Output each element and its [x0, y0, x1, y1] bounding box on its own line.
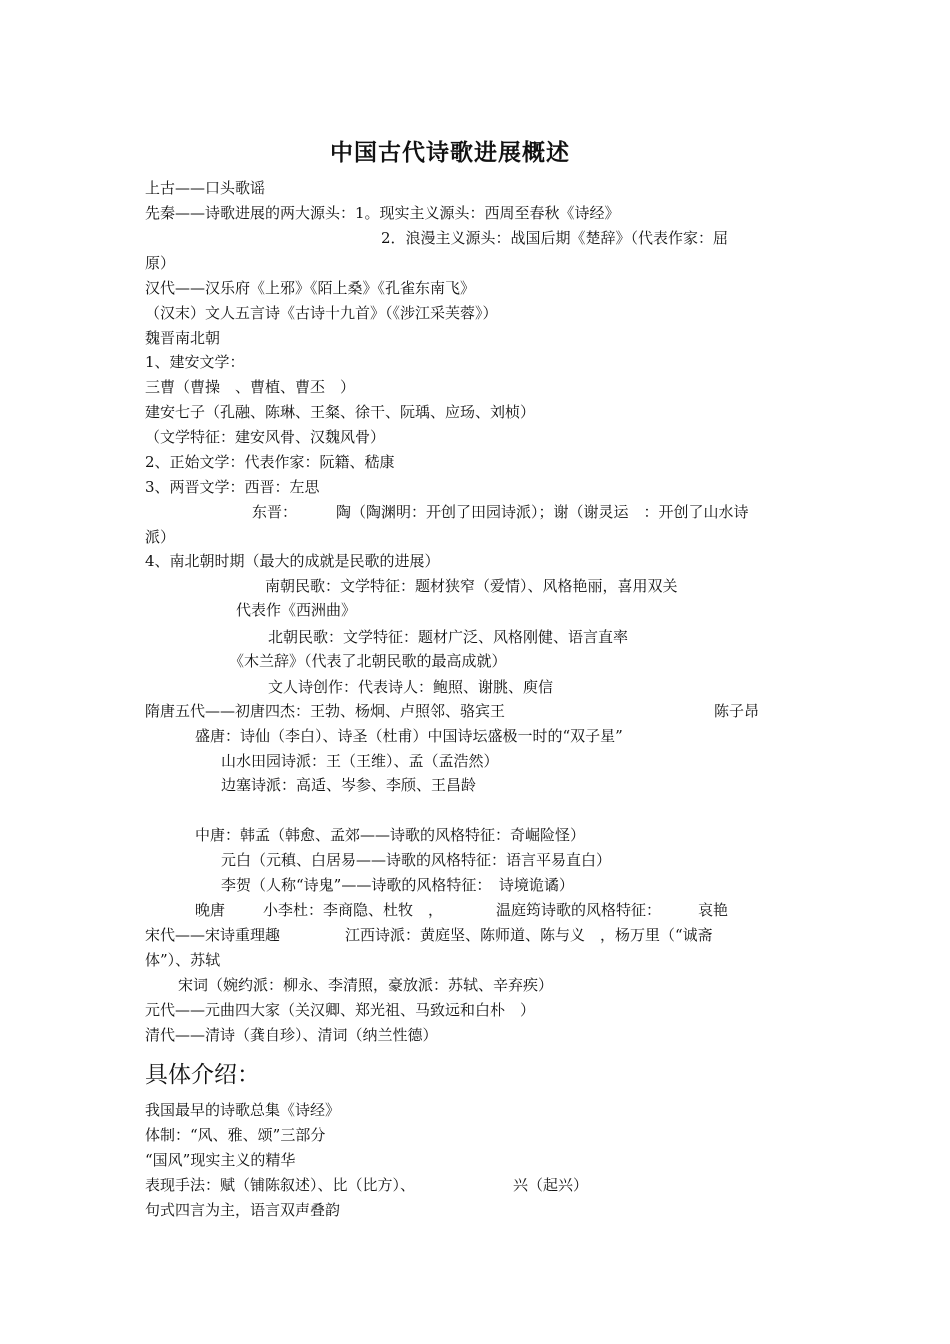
line-hanmo: （汉末）文人五言诗《古诗十九首》（《涉江采芙蓉》） [145, 304, 498, 322]
line-nanbeichao: 4、南北朝时期（最大的成就是民歌的进展） [145, 552, 440, 570]
line-shanshui: 山水田园诗派：王（王维）、孟（孟浩然） [221, 752, 499, 770]
line-shengtang: 盛唐：诗仙（李白）、诗圣（杜甫）中国诗坛盛极一时的“双子星” [195, 727, 623, 745]
line-shanggu: 上古——口头歌谣 [145, 179, 266, 197]
line-sancao: 三曹（曹操 、曹植、曹丕 ） [145, 378, 356, 396]
line-nanchao: 南朝民歌：文学特征：题材狭窄（爱情）、风格艳丽，喜用双关 [265, 577, 678, 595]
line-jianan: 1、建安文学： [145, 353, 245, 371]
line-wentingyun: 温庭筠诗歌的风格特征： [496, 901, 662, 919]
line-xizhou: 代表作《西洲曲》 [236, 601, 357, 619]
line-weijin: 魏晋南北朝 [145, 329, 221, 347]
line-yuanbai: 元白（元稹、白居易——诗歌的风格特征：语言平易直白） [221, 851, 612, 869]
line-wenren: 文人诗创作：代表诗人：鲍照、谢朓、庾信 [268, 678, 554, 696]
line-wantang: 晚唐 [195, 901, 226, 919]
line-yuandai: 元代——元曲四大家（关汉卿、郑光祖、马致远和白朴 ） [145, 1001, 536, 1019]
line-songdai: 宋代——宋诗重理趣 [145, 926, 281, 944]
detail-shoufa: 表现手法：赋（铺陈叙述）、比（比方）、 [145, 1176, 416, 1194]
line-songci: 宋词（婉约派：柳永、李清照，豪放派：苏轼、辛弃疾） [178, 976, 554, 994]
line-aiyan: 哀艳 [698, 901, 729, 919]
line-suitang: 隋唐五代——初唐四杰：王勃、杨炯、卢照邻、骆宾王 [145, 702, 506, 720]
line-yuan: 原） [145, 254, 176, 272]
line-zhengshi: 2、正始文学：代表作家：阮籍、嵇康 [145, 453, 395, 471]
line-xianqin: 先秦——诗歌进展的两大源头：1。现实主义源头：西周至春秋《诗经》 [145, 204, 620, 222]
line-chengzhai: 体”）、苏轼 [145, 951, 221, 969]
line-dongjin: 东晋： [252, 503, 298, 521]
detail-tizhi: 体制：“风、雅、颂”三部分 [145, 1126, 326, 1144]
line-pai: 派） [145, 528, 176, 546]
line-jiangxi: 江西诗派：黄庭坚、陈师道、陈与义 ，杨万里（“诚斋 [345, 926, 713, 944]
line-langman: 2．浪漫主义源头：战国后期《楚辞》（代表作家：屈 [381, 229, 729, 247]
section-heading: 具体介绍： [145, 1062, 260, 1088]
line-chenziang: 陈子昂 [714, 702, 760, 720]
detail-jushi: 句式四言为主，语言双声叠韵 [145, 1201, 341, 1219]
line-handai: 汉代——汉乐府《上邪》《陌上桑》《孔雀东南飞》 [145, 279, 476, 297]
line-biansai: 边塞诗派：高适、岑参、李颀、王昌龄 [221, 776, 477, 794]
detail-guofeng: “国风”现实主义的精华 [145, 1151, 296, 1169]
detail-shijing: 我国最早的诗歌总集《诗经》 [145, 1101, 341, 1119]
line-lihe: 李贺（人称“诗鬼”——诗歌的风格特征： 诗境诡谲） [221, 876, 574, 894]
line-liangjin: 3、两晋文学：西晋：左思 [145, 478, 320, 496]
line-zhongtang: 中唐：韩孟（韩愈、孟郊——诗歌的风格特征：奇崛险怪） [195, 826, 586, 844]
detail-xing: 兴（起兴） [513, 1176, 589, 1194]
line-mulan: 《木兰辞》（代表了北朝民歌的最高成就） [229, 652, 507, 670]
line-beichao: 北朝民歌：文学特征：题材广泛、风格刚健、语言直率 [268, 628, 629, 646]
line-taoxie: 陶（陶渊明：开创了田园诗派）；谢（谢灵运 ：开创了山水诗 [336, 503, 749, 521]
line-qingdai: 清代——清诗（龚自珍）、清词（纳兰性德） [145, 1026, 438, 1044]
page-title: 中国古代诗歌进展概述 [330, 140, 570, 166]
line-tezheng: （文学特征：建安风骨、汉魏风骨） [145, 428, 386, 446]
line-qizi: 建安七子（孔融、陈琳、王粲、徐干、阮瑀、应玚、刘桢） [145, 403, 536, 421]
line-xiaolidu: 小李杜：李商隐、杜牧 ， [263, 901, 444, 919]
